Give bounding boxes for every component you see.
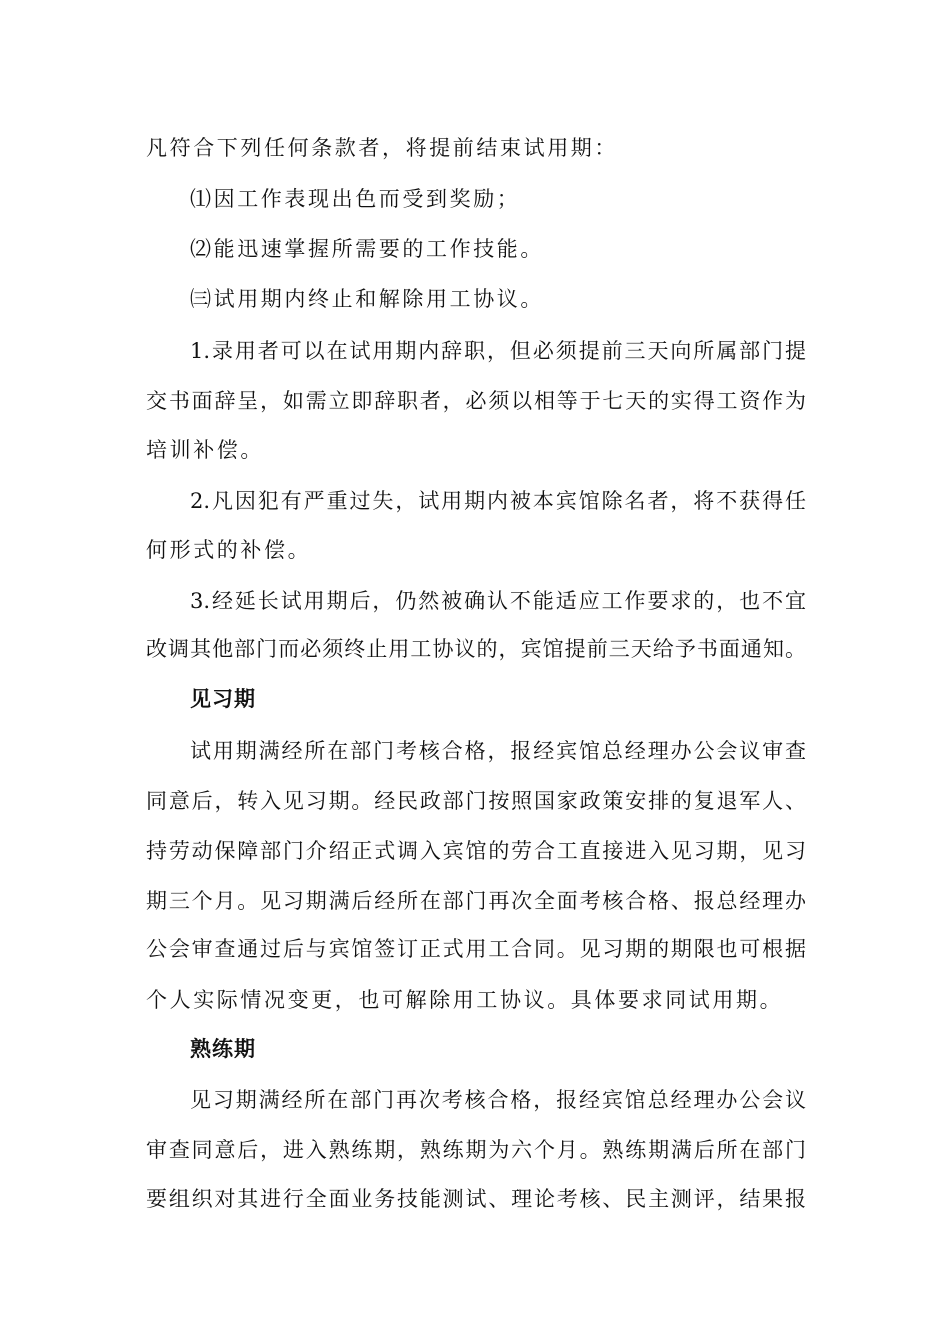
paragraph-line: 公会审查通过后与宾馆签订正式用工合同。见习期的期限也可根据 <box>146 937 806 961</box>
paragraph-line: 持劳动保障部门介绍正式调入宾馆的劳合工直接进入见习期，见习 <box>146 839 806 863</box>
paragraph-line: 审查同意后，进入熟练期，熟练期为六个月。熟练期满后所在部门 <box>146 1138 806 1162</box>
paragraph-line: 同意后，转入见习期。经民政部门按照国家政策安排的复退军人、 <box>146 789 806 813</box>
paragraph-line: 期三个月。见习期满后经所在部门再次全面考核合格、报总经理办 <box>146 889 806 913</box>
paragraph-line: 何形式的补偿。 <box>146 538 312 562</box>
paragraph-line: 3.经延长试用期后，仍然被确认不能适应工作要求的，也不宜 <box>190 589 806 613</box>
section-item-line: ㈢试用期内终止和解除用工协议。 <box>190 287 544 311</box>
paragraph-line: 交书面辞呈，如需立即辞职者，必须以相等于七天的实得工资作为 <box>146 389 806 413</box>
paragraph-line: 2.凡因犯有严重过失，试用期内被本宾馆除名者，将不获得任 <box>190 489 806 513</box>
list-item-line: ⑴因工作表现出色而受到奖励； <box>190 187 521 211</box>
paragraph-line: 凡符合下列任何条款者，将提前结束试用期： <box>146 136 618 160</box>
section-heading: 熟练期 <box>190 1037 256 1061</box>
paragraph-line: 见习期满经所在部门再次考核合格，报经宾馆总经理办公会议 <box>190 1088 806 1112</box>
list-item-line: ⑵能迅速掌握所需要的工作技能。 <box>190 237 544 261</box>
section-heading: 见习期 <box>190 687 256 711</box>
paragraph-line: 试用期满经所在部门考核合格，报经宾馆总经理办公会议审查 <box>190 739 806 763</box>
paragraph-line: 改调其他部门而必须终止用工协议的，宾馆提前三天给予书面通知。 <box>146 637 806 661</box>
paragraph-line: 要组织对其进行全面业务技能测试、理论考核、民主测评，结果报 <box>146 1187 806 1211</box>
paragraph-line: 个人实际情况变更，也可解除用工协议。具体要求同试用期。 <box>146 988 784 1012</box>
paragraph-line: 培训补偿。 <box>146 438 264 462</box>
paragraph-line: 1.录用者可以在试用期内辞职，但必须提前三天向所属部门提 <box>190 339 806 363</box>
